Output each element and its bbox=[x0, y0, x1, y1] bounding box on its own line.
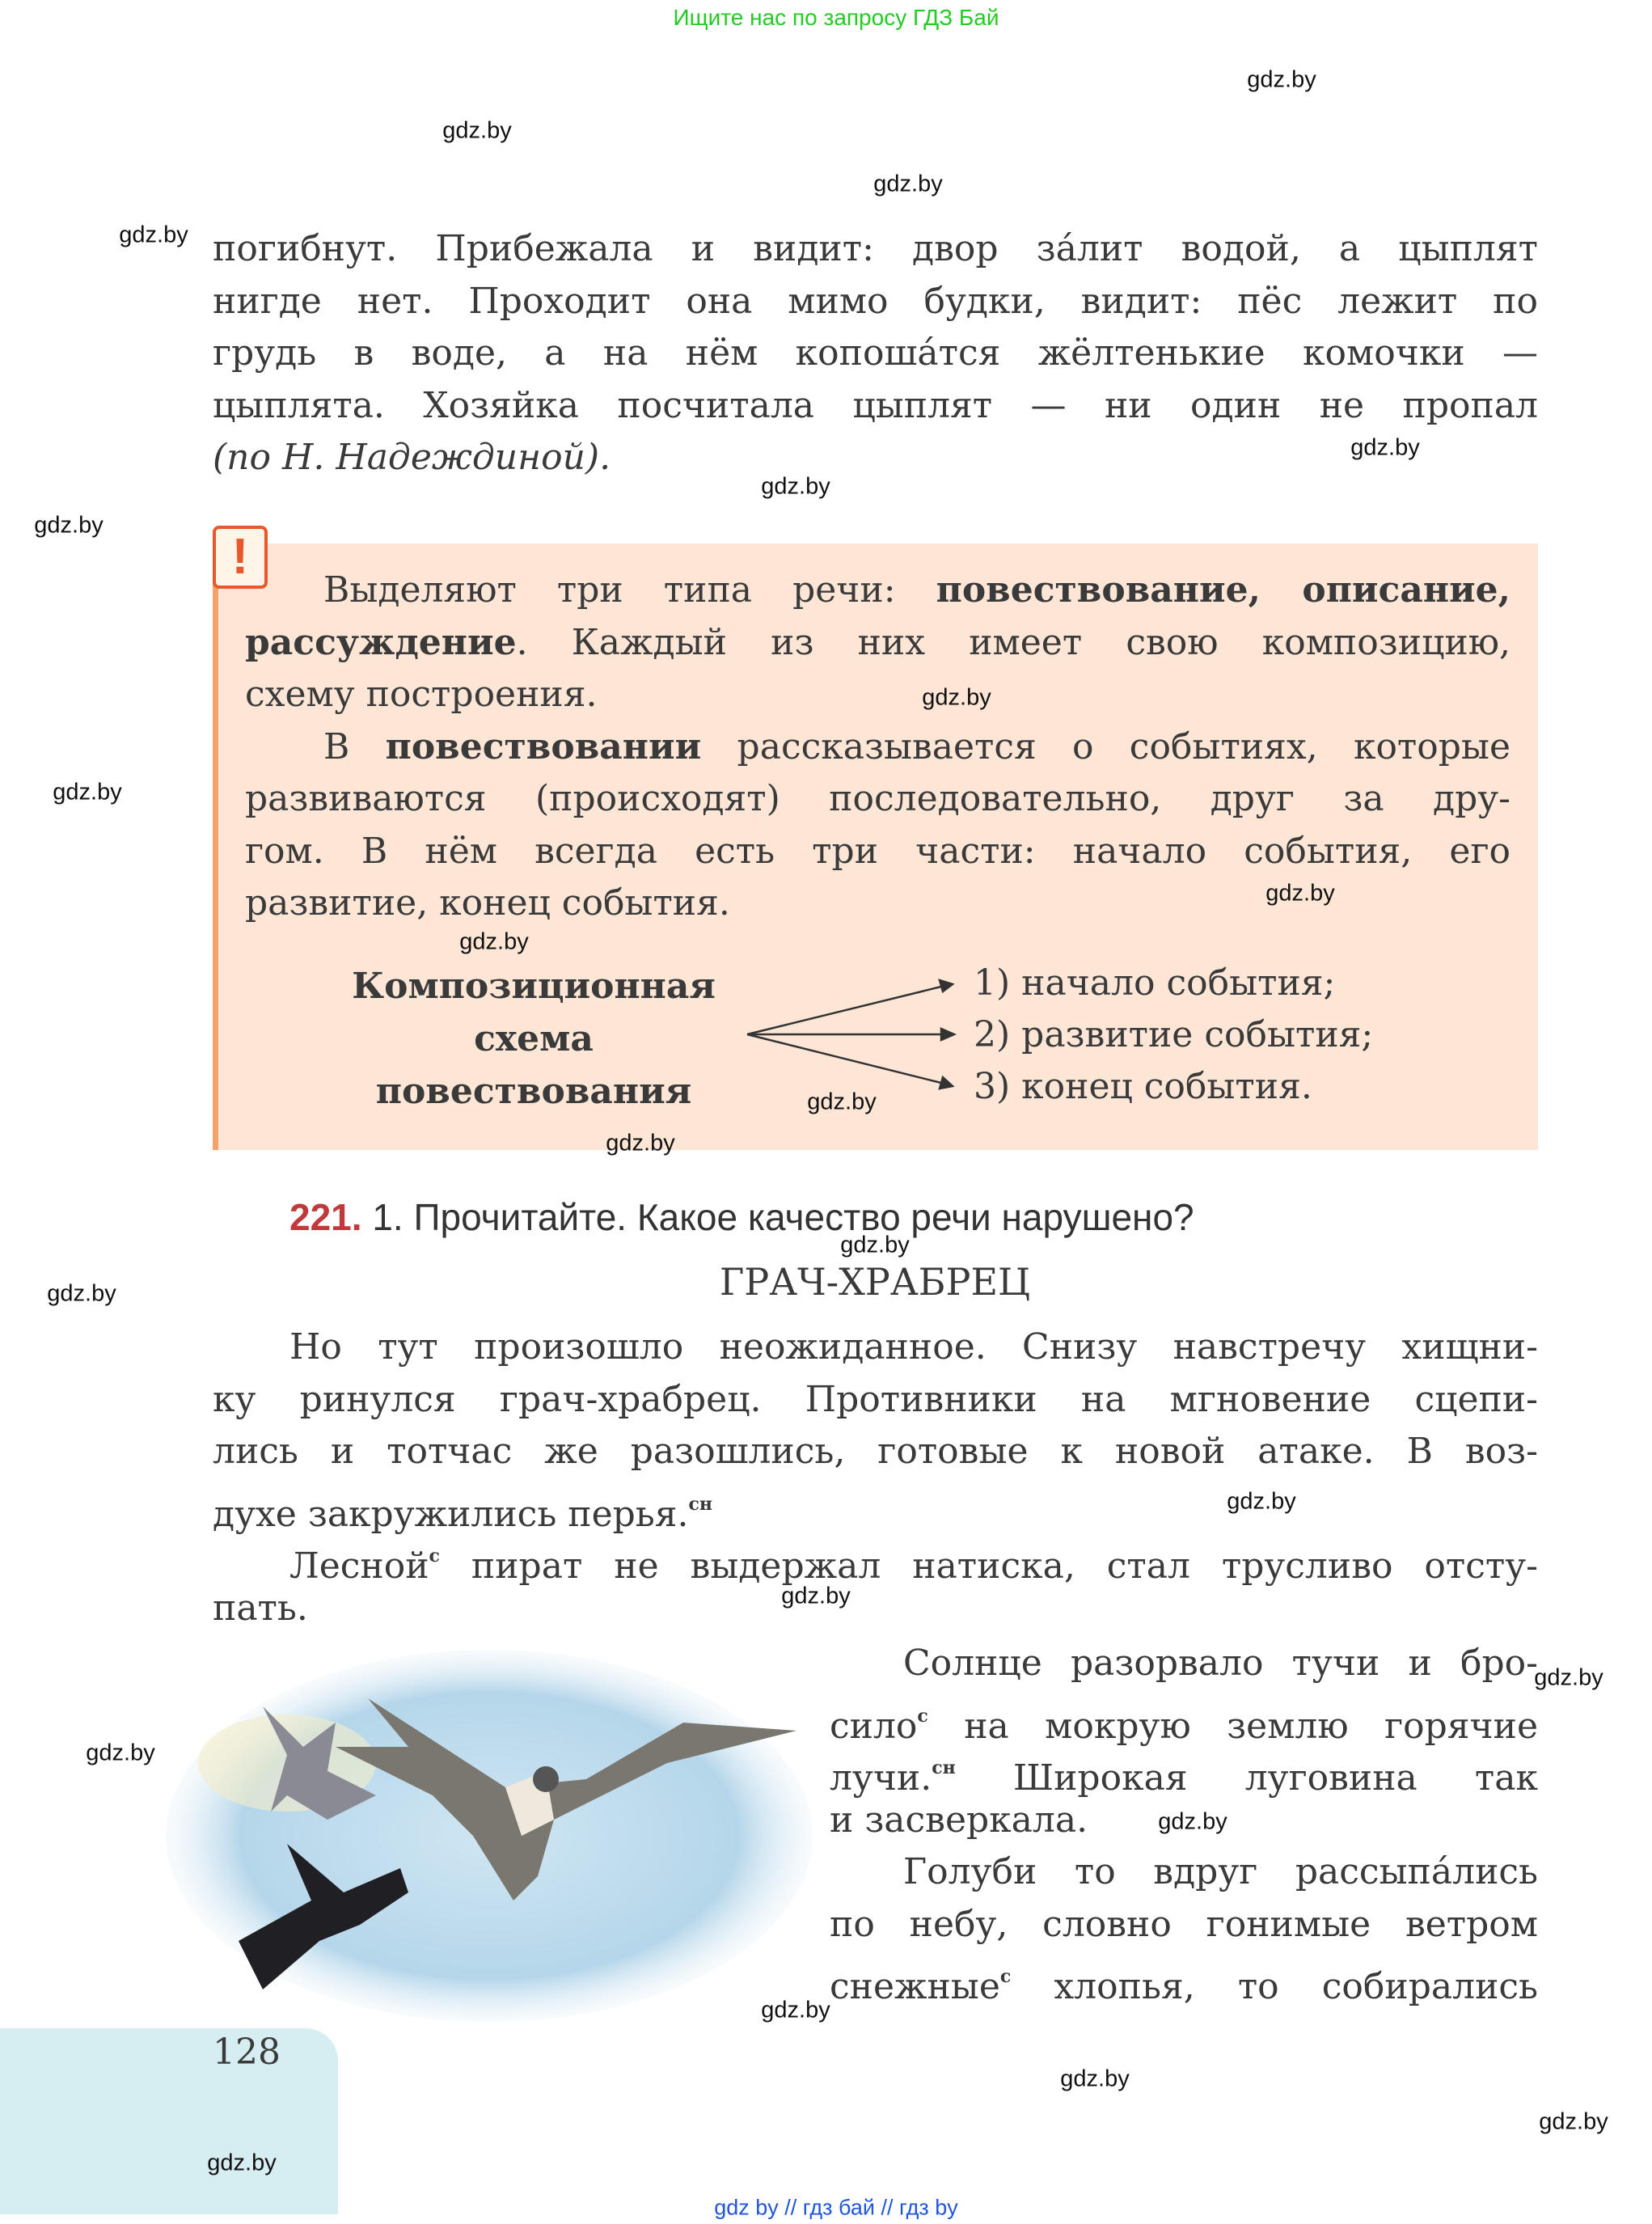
scheme-label: схема bbox=[474, 1018, 594, 1059]
watermark: gdz.by bbox=[1265, 880, 1335, 907]
watermark: gdz.by bbox=[207, 2150, 277, 2176]
text-span: пират не выдержал натиска, стал трусливо отсту- bbox=[439, 1545, 1538, 1587]
text-line: Солнце разорвало тучи и бро- bbox=[903, 1643, 1538, 1684]
watermark: gdz.by bbox=[606, 1130, 675, 1156]
footnote-mark: с bbox=[429, 1545, 440, 1567]
rule-line: развитие, конец события. bbox=[245, 882, 730, 924]
text-line bbox=[830, 1744, 1538, 1803]
watermark: gdz.by bbox=[840, 1232, 910, 1258]
watermark: gdz.by bbox=[1158, 1808, 1227, 1835]
scheme-arrows-icon bbox=[728, 962, 970, 1100]
rule-bold-text: рассуждение bbox=[245, 622, 517, 663]
scheme-item: 1) начало события; bbox=[974, 962, 1336, 1004]
rule-text: рассказывается о событиях, которые bbox=[701, 726, 1510, 767]
rule-bold-text: повествование, описание, bbox=[936, 569, 1510, 611]
text-line: нигде нет. Проходит она мимо будки, видит: пёс лежит по bbox=[213, 281, 1538, 322]
watermark: gdz.by bbox=[1539, 2108, 1608, 2135]
text-line: грудь в воде, а на нём копоша́тся жёлтенькие комочки — bbox=[213, 332, 1538, 374]
scheme-item: 3) конец события. bbox=[974, 1066, 1312, 1107]
text-line bbox=[213, 1480, 1538, 1539]
watermark: gdz.by bbox=[922, 684, 991, 711]
watermark: gdz.by bbox=[53, 779, 122, 805]
watermark: gdz.by bbox=[1247, 66, 1316, 93]
watermark: gdz.by bbox=[781, 1583, 851, 1609]
rule-text: В bbox=[323, 726, 386, 767]
rule-line: гом. В нём всегда есть три части: начало события, его bbox=[245, 831, 1510, 872]
text-span: сило bbox=[830, 1706, 918, 1747]
rule-line bbox=[323, 566, 1510, 615]
text-line: цыплята. Хозяйка посчитала цыплят — ни один не пропал bbox=[213, 385, 1538, 426]
text-span: лучи. bbox=[830, 1757, 932, 1799]
rule-line bbox=[245, 619, 1510, 667]
text-span: снежные bbox=[830, 1966, 1000, 2007]
exercise-prompt: 1. Прочитайте. Какое качество речи нарушено? bbox=[372, 1196, 1194, 1238]
story-title: ГРАЧ-ХРАБРЕЦ bbox=[719, 1260, 1031, 1304]
watermark: gdz.by bbox=[873, 171, 943, 197]
watermark: gdz.by bbox=[1534, 1664, 1603, 1691]
footnote-mark: сн bbox=[932, 1757, 956, 1778]
text-line: и засверкала. bbox=[830, 1799, 1088, 1841]
rule-line: схему построения. bbox=[245, 674, 598, 715]
watermark: gdz.by bbox=[761, 1997, 830, 2023]
exercise-heading bbox=[289, 1195, 1194, 1239]
watermark: gdz.by bbox=[34, 512, 104, 539]
rule-line: развиваются (происходят) последовательно, друг за дру- bbox=[245, 778, 1510, 819]
text-span: хлопья, то собирались bbox=[1011, 1966, 1538, 2007]
source-attribution: (по Н. Надеждиной). bbox=[213, 437, 611, 478]
text-line: погибнут. Прибежала и видит: двор за́лит водой, а цыплят bbox=[213, 228, 1538, 269]
text-span: Лесной bbox=[289, 1545, 429, 1587]
text-line bbox=[830, 1692, 1538, 1751]
rule-line bbox=[323, 723, 1510, 772]
text-line: пать. bbox=[213, 1588, 308, 1629]
rule-text: Выделяют три типа речи: bbox=[323, 569, 936, 611]
scheme-label: Композиционная bbox=[352, 966, 716, 1007]
text-line: Но тут произошло неожиданное. Снизу навстречу хищни- bbox=[289, 1326, 1538, 1368]
watermark: gdz.by bbox=[119, 222, 188, 248]
watermark: gdz.by bbox=[1227, 1488, 1296, 1515]
text-line bbox=[830, 1952, 1538, 2011]
footnote-mark: с bbox=[917, 1706, 928, 1727]
search-banner[interactable]: Ищите нас по запросу ГДЗ Бай bbox=[673, 5, 999, 30]
footer-links[interactable]: gdz by // гдз бай // гдз by bbox=[714, 2195, 958, 2220]
text-line: Голуби то вдруг рассыпа́лись bbox=[903, 1851, 1538, 1892]
text-line: по небу, словно гонимые ветром bbox=[830, 1904, 1538, 1945]
watermark: gdz.by bbox=[47, 1280, 116, 1307]
text-span: духе закружились перья. bbox=[213, 1494, 689, 1535]
watermark: gdz.by bbox=[807, 1089, 877, 1115]
text-line: лись и тотчас же разошлись, готовые к новой атаке. В воз- bbox=[213, 1431, 1538, 1472]
footnote-mark: сн bbox=[688, 1494, 712, 1515]
scheme-label: повествования bbox=[375, 1071, 692, 1112]
watermark: gdz.by bbox=[86, 1740, 155, 1766]
text-line: ку ринулся грач-храбрец. Противники на мгновение сцепи- bbox=[213, 1379, 1538, 1420]
footnote-mark: с bbox=[999, 1966, 1012, 1987]
rule-text: . Каждый из них имеет свою композицию, bbox=[516, 622, 1510, 663]
rule-bold-text: повествовании bbox=[385, 726, 702, 767]
page-number-tab bbox=[0, 2028, 338, 2214]
exercise-number: 221. bbox=[289, 1196, 362, 1238]
watermark: gdz.by bbox=[442, 117, 512, 144]
birds-illustration bbox=[166, 1634, 813, 2022]
text-line bbox=[289, 1532, 1538, 1591]
watermark: gdz.by bbox=[761, 473, 830, 500]
text-span: на мокрую землю горячие bbox=[927, 1706, 1538, 1747]
watermark: gdz.by bbox=[1060, 2065, 1130, 2092]
page-number: 128 bbox=[213, 2032, 281, 2073]
watermark: gdz.by bbox=[459, 928, 529, 955]
exclamation-icon: ! bbox=[213, 526, 268, 589]
scheme-item: 2) развитие события; bbox=[974, 1014, 1374, 1055]
text-span: Широкая луговина так bbox=[955, 1757, 1538, 1799]
watermark: gdz.by bbox=[1350, 434, 1420, 461]
